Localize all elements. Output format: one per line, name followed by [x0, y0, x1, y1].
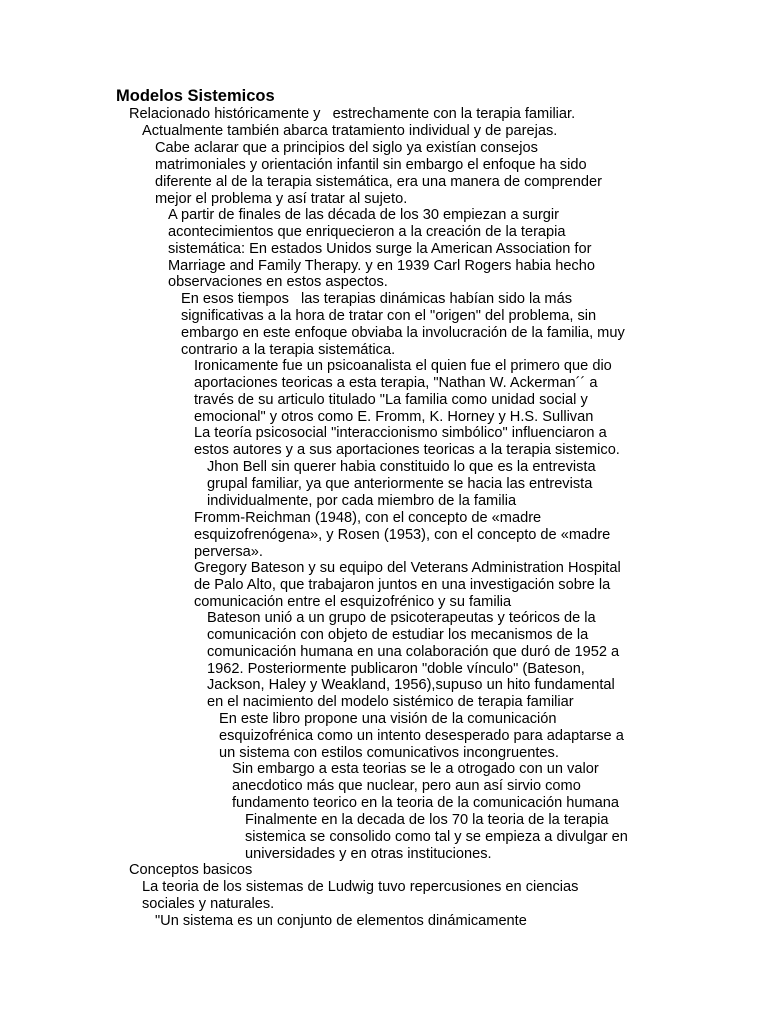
paragraph-jhon-bell: Jhon Bell sin querer habia constituido lo que es la entrevista grupal familiar, ya que anteriormente se hacia las entrevista individualmente, por cada miembro de la familia	[207, 459, 596, 509]
paragraph-finales-30: A partir de finales de las década de los 30 empiezan a surgir acontecimientos que enriquecieron a la creación de la terapia sistemática: En estados Unidos surge la American Association for Marriage and Family Therapy. y en 1939 Carl Rogers habia hecho observaciones en estos aspectos.	[168, 207, 595, 291]
paragraph-cabe-aclarar: Cabe aclarar que a principios del siglo ya existían consejos matrimoniales y orientación infantil sin embargo el enfoque ha sido diferente al de la terapia sistemática, era una manera de comprender mejor el problema y así tratar al sujeto.	[155, 140, 602, 207]
paragraph-sin-embargo: Sin embargo a esta teorias se le a otrogado con un valor anecdotico más que nuclear, pero aun así sirvio como fundamento teorico en la teoria de la comunicación humana	[232, 761, 619, 811]
section-heading-conceptos: Conceptos basicos	[129, 862, 253, 878]
paragraph-gregory-bateson: Gregory Bateson y su equipo del Veterans Administration Hospital de Palo Alto, que trabajaron juntos en una investigación sobre la comunicación entre el esquizofrénico y su familia	[194, 560, 621, 610]
paragraph-actualmente: Actualmente también abarca tratamiento individual y de parejas.	[142, 123, 558, 139]
paragraph-este-libro: En este libro propone una visión de la comunicación esquizofrénica como un intento desesperado para adaptarse a un sistema con estilos comunicativos incongruentes.	[219, 711, 624, 761]
paragraph-finalmente: Finalmente en la decada de los 70 la teoria de la terapia sistemica se consolido como tal y se empieza a divulgar en universidades y en otras instituciones.	[245, 812, 628, 862]
paragraph-ludwig: La teoria de los sistemas de Ludwig tuvo repercusiones en ciencias sociales y naturales.	[142, 879, 579, 912]
paragraph-teoria-psicosocial: La teoría psicosocial "interaccionismo simbólico" influenciaron a estos autores y a sus aportaciones teoricas a la terapia sistemico.	[194, 425, 620, 458]
paragraph-esos-tiempos: En esos tiempos las terapias dinámicas habían sido la más significativas a la hora de tratar con el "origen" del problema, sin embargo en este enfoque obviaba la involucración de la familia, muy contrario a la terapia sistemática.	[181, 291, 625, 358]
paragraph-bateson-unio: Bateson unió a un grupo de psicoterapeutas y teóricos de la comunicación con objeto de estudiar los mecanismos de la comunicación humana en una colaboración que duró de 1952 a 1962. Posteriormente publicaron "doble vínculo" (Bateson, Jackson, Haley y Weakland, 1956),supuso un hito fundamental en el nacimiento del modelo sistémico de terapia familiar	[207, 610, 620, 711]
paragraph-relacionado: Relacionado históricamente y estrechamente con la terapia familiar.	[129, 106, 576, 122]
document-title: Modelos Sistemicos	[116, 87, 275, 105]
paragraph-ironicamente: Ironicamente fue un psicoanalista el quien fue el primero que dio aportaciones teoricas a esta terapia, "Nathan W. Ackerman´´ a través de su articulo titulado "La familia como unidad social y emocional" y otros como E. Fromm, K. Horney y H.S. Sullivan	[194, 358, 612, 425]
paragraph-un-sistema: "Un sistema es un conjunto de elementos dinámicamente	[155, 913, 527, 929]
paragraph-fromm-reichman: Fromm-Reichman (1948), con el concepto de «madre esquizofrenógena», y Rosen (1953), con el concepto de «madre perversa».	[194, 510, 611, 560]
